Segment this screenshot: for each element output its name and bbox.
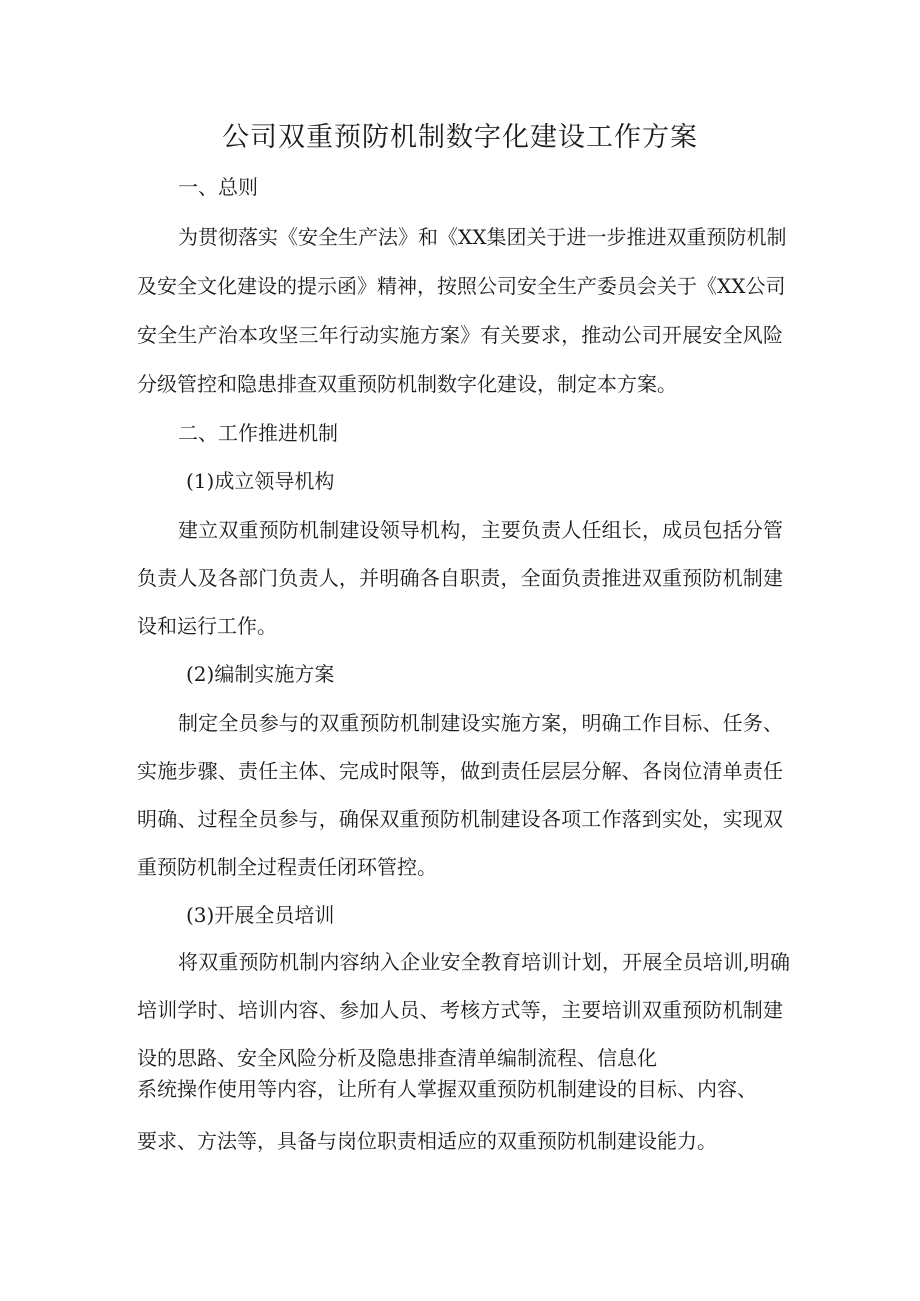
paragraph-line: 设的思路、安全风险分析及隐患排查清单编制流程、信息化	[137, 1046, 657, 1070]
paragraph-line: 设和运行工作。	[137, 614, 277, 638]
subsection-heading: (3)开展全员培训	[186, 903, 335, 927]
subsection-heading: (2)编制实施方案	[186, 662, 335, 686]
paragraph-line: 实施步骤、责任主体、完成时限等，做到责任层层分解、各岗位清单责任	[137, 759, 783, 783]
paragraph-line: 建立双重预防机制建设领导机构，主要负责人任组长，成员包括分管	[178, 518, 783, 542]
subsection-heading: (1)成立领导机构	[186, 469, 335, 493]
paragraph-line: 将双重预防机制内容纳入企业安全教育培训计划，开展全员培训,明确	[178, 950, 790, 974]
paragraph-line: 培训学时、培训内容、参加人员、考核方式等，主要培训双重预防机制建	[137, 998, 783, 1022]
paragraph-line: 明确、过程全员参与，确保双重预防机制建设各项工作落到实处，实现双	[137, 807, 783, 831]
paragraph-line: 系统操作使用等内容，让所有人掌握双重预防机制建设的目标、内容、	[137, 1077, 757, 1101]
paragraph-line: 及安全文化建设的提示函》精神，按照公司安全生产委员会关于《XX公司	[137, 274, 786, 298]
paragraph-line: 分级管控和隐患排查双重预防机制数字化建设，制定本方案。	[137, 372, 677, 396]
paragraph-line: 要求、方法等，具备与岗位职责相适应的双重预防机制建设能力。	[137, 1129, 717, 1153]
section-heading-general: 一、总则	[178, 175, 258, 199]
paragraph-line: 重预防机制全过程责任闭环管控。	[137, 855, 437, 879]
document-title: 公司双重预防机制数字化建设工作方案	[222, 122, 698, 153]
section-heading-mechanism: 二、工作推进机制	[178, 421, 338, 445]
paragraph-line: 制定全员参与的双重预防机制建设实施方案，明确工作目标、任务、	[178, 711, 783, 735]
paragraph-line: 负责人及各部门负责人，并明确各自职责，全面负责推进双重预防机制建	[137, 566, 783, 590]
paragraph-line: 安全生产治本攻坚三年行动实施方案》有关要求，推动公司开展安全风险	[137, 323, 783, 347]
paragraph-line: 为贯彻落实《安全生产法》和《XX集团关于进一步推进双重预防机制	[178, 225, 787, 249]
